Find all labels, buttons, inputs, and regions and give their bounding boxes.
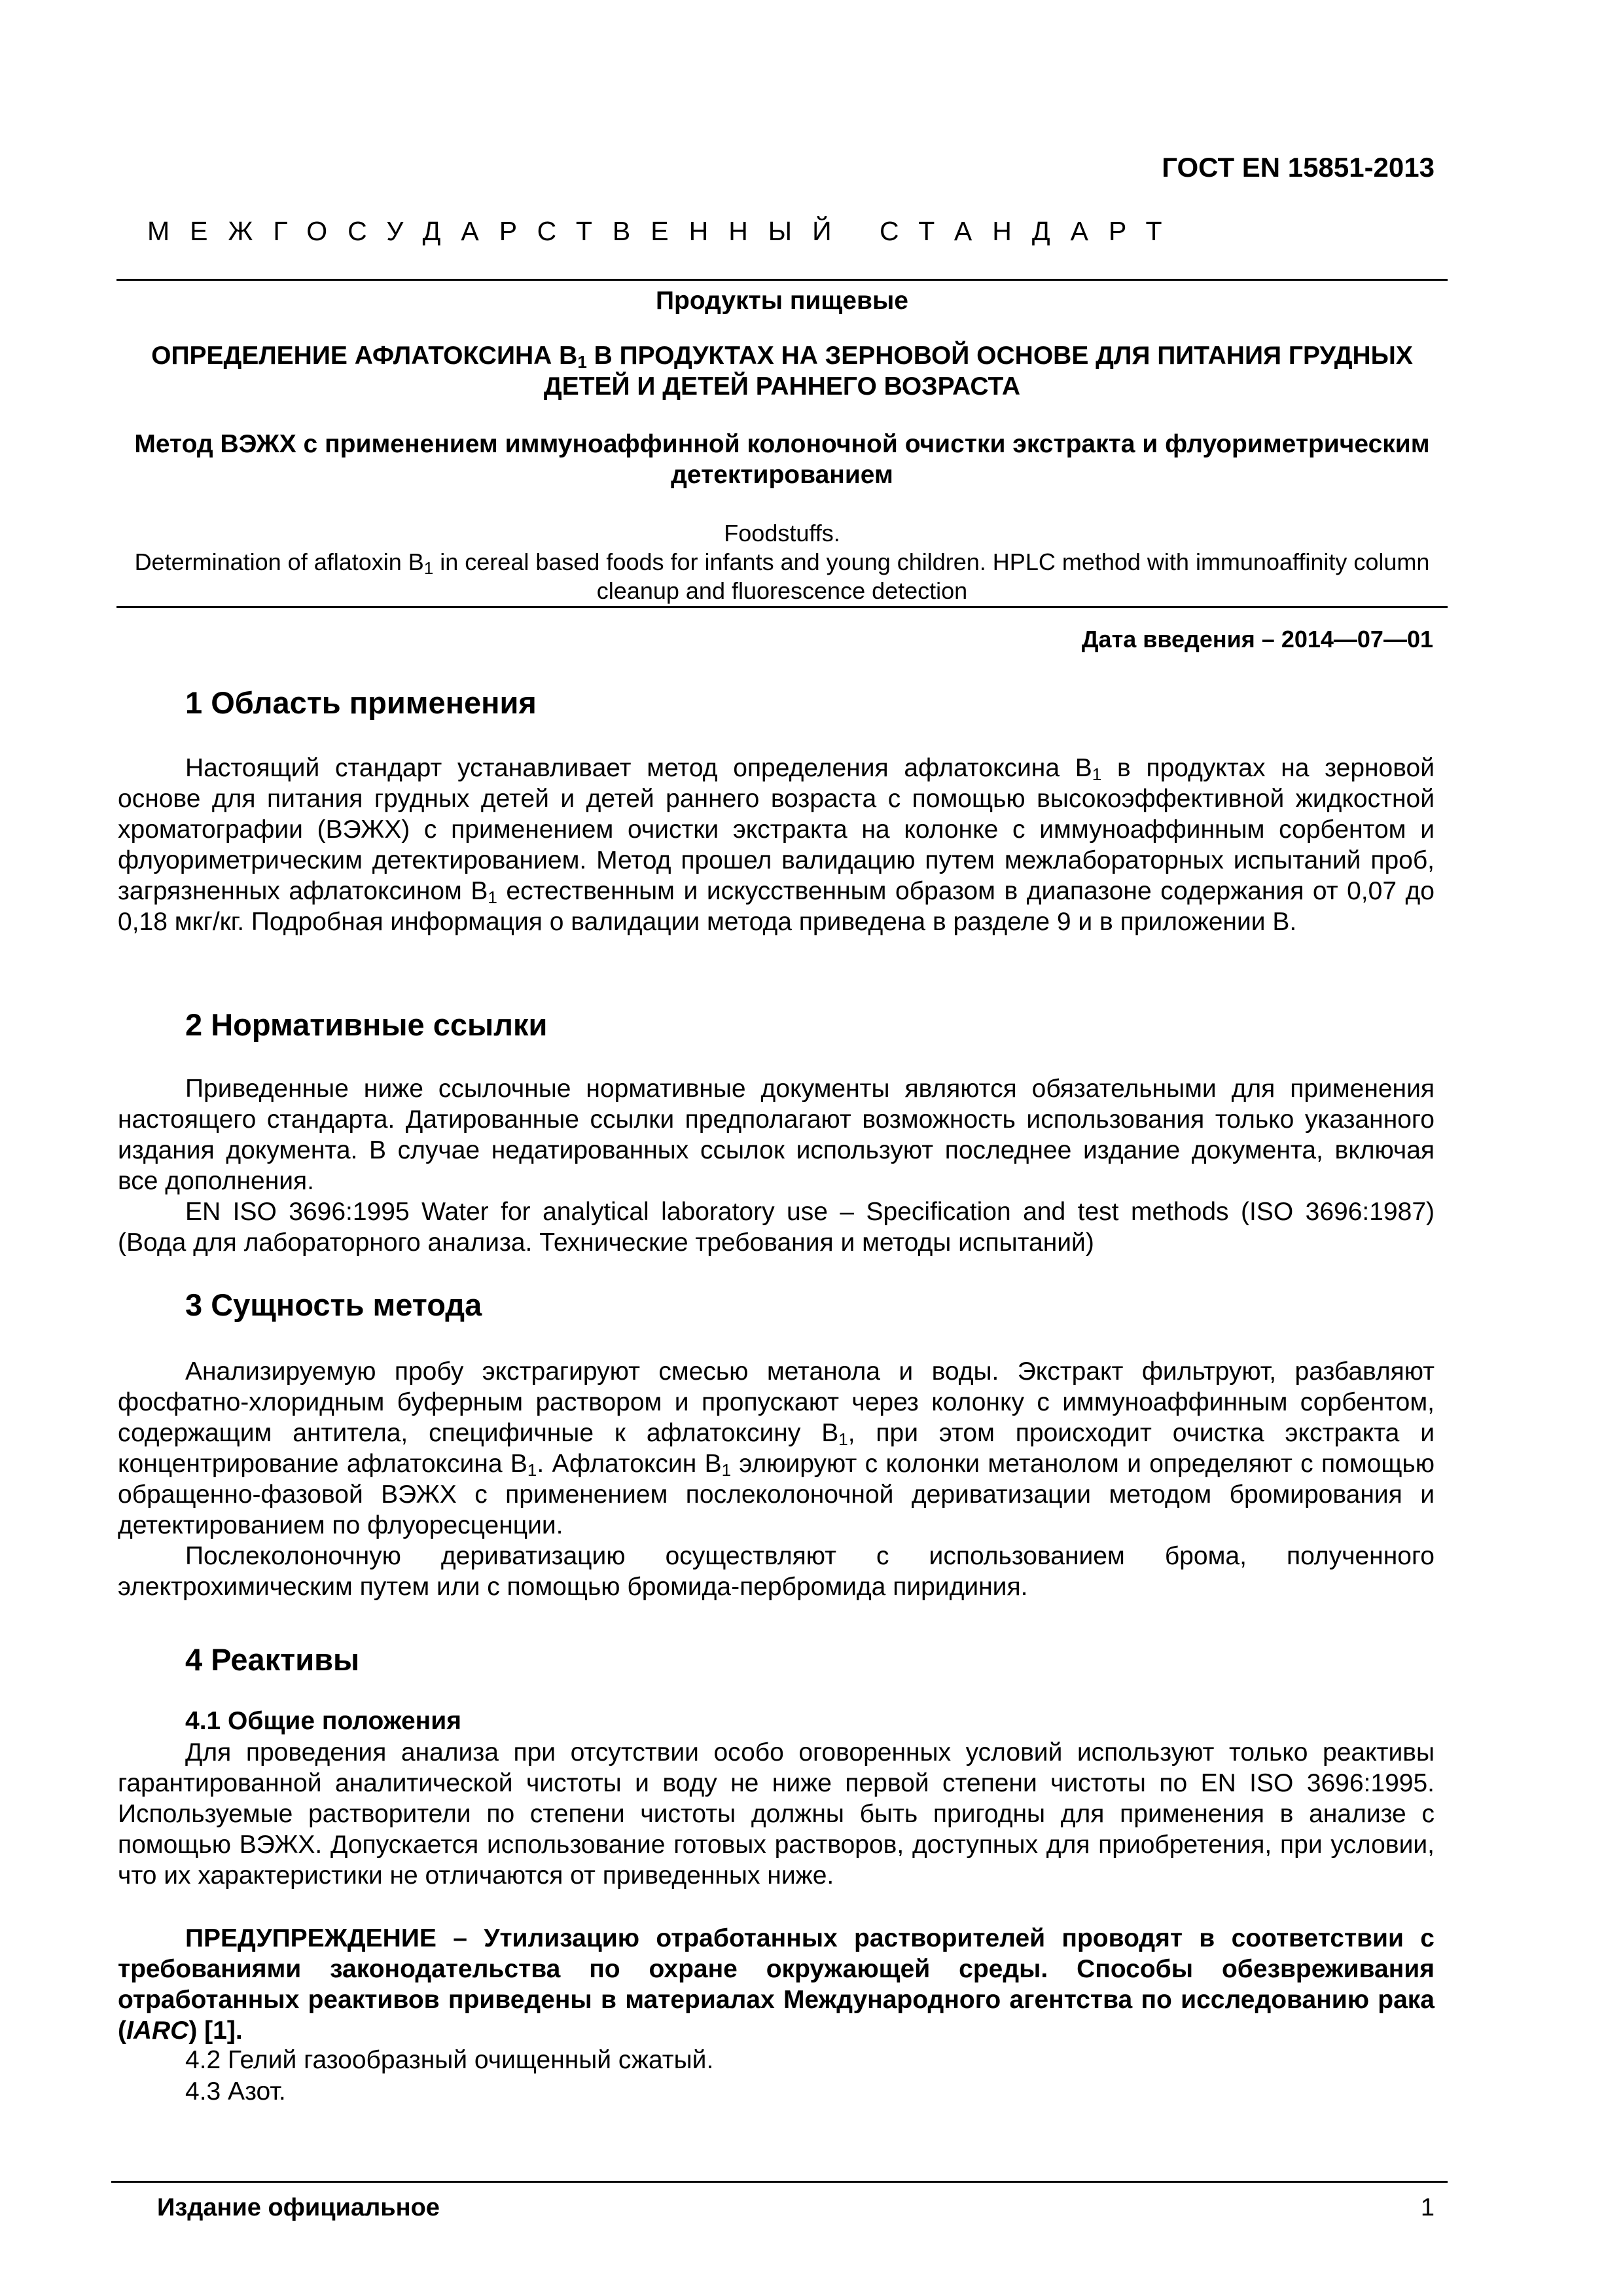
text-run: элюируют с колонки метанолом и определяют с помощью обращенно-фазовой ВЭЖХ с применением послеколоночной дериватизации методом бромирования и детектированием по флуоресценции. xyxy=(118,1450,1435,1539)
section-heading: 1 Область применения xyxy=(185,685,537,720)
subsection-heading: 4.1 Общие положения xyxy=(185,1707,461,1735)
paragraph: Для проведения анализа при отсутствии особо оговоренных условий используют только реактивы гарантированной аналитической чистоты и воду не ниже первой степени чистоты по EN ISO 3696:1995. Используемые растворители по степени чистоты должны быть пригодны для применения в анализе с помощью ВЭЖХ. Допускается использование готовых растворов, доступных для приобретения, при условии, что их характеристики не отличаются от приведенных ниже. xyxy=(118,1738,1435,1890)
standard-type-heading: МЕЖГОСУДАРСТВЕННЫЙ СТАНДАРТ xyxy=(147,216,1183,246)
subscript: 1 xyxy=(577,352,587,372)
text-run: , при этом происходит очистка экстракта и концентрирование афлатоксина B xyxy=(118,1419,1435,1478)
english-title xyxy=(116,519,1448,605)
document-title xyxy=(116,340,1448,402)
text-run: ) [1]. xyxy=(188,2017,243,2045)
gost-number: ГОСТ EN 15851-2013 xyxy=(1162,152,1435,183)
paragraph: Послеколоночную дериватизацию осуществляют с использованием брома, полученного электрохимическим путем или с помощью бромида-пербромида пиридиния. xyxy=(118,1542,1435,1601)
subscript: 1 xyxy=(721,1460,732,1480)
warning-paragraph xyxy=(118,1923,1435,2046)
subscript: 1 xyxy=(423,558,434,578)
text-run: естественным и искусственным образом в диапазоне содержания от 0,07 до 0,18 мкг/кг. Подробная информация о валидации метода приведена в разделе 9 и в приложении В. xyxy=(118,877,1435,936)
title-rule xyxy=(116,606,1448,608)
subscript: 1 xyxy=(527,1460,537,1480)
text-run: . Афлатоксин B xyxy=(537,1450,722,1478)
english-title-part: in cereal based foods for infants and young children. HPLC method with immunoaffinity column cleanup and fluorescence detection xyxy=(433,548,1430,604)
title-part: В ПРОДУКТАХ НА ЗЕРНОВОЙ ОСНОВЕ ДЛЯ ПИТАНИЯ ГРУДНЫХ ДЕТЕЙ И ДЕТЕЙ РАННЕГО ВОЗРАСТА xyxy=(543,342,1413,401)
section-heading: 2 Нормативные ссылки xyxy=(185,1007,548,1042)
footer-rule xyxy=(111,2181,1448,2183)
edition-label: Издание официальное xyxy=(157,2194,440,2221)
subscript: 1 xyxy=(838,1429,848,1449)
paragraph xyxy=(118,1356,1435,1541)
section-heading: 4 Реактивы xyxy=(185,1642,360,1677)
list-item: 4.3 Азот. xyxy=(185,2077,286,2106)
text-run: в продуктах на зерновой основе для питания грудных детей и детей раннего возраста с помощью высокоэффективной жидкостной хроматографии (ВЭЖХ) с применением очистки экстракта на колонке с иммуноаффинным сорбентом и флуориметрическим детектированием. Метод прошел валидацию путем межлабораторных испытаний проб, загрязненных афлатоксином B xyxy=(118,754,1435,905)
section-heading: 3 Сущность метода xyxy=(185,1287,482,1322)
paragraph xyxy=(118,753,1435,937)
list-item: 4.2 Гелий газообразный очищенный сжатый. xyxy=(185,2046,714,2074)
text-run: Анализируемую пробу экстрагируют смесью метанола и воды. Экстракт фильтруют, разбавляют фосфатно-хлоридным буферным раствором и пропускают через колонку с иммуноаффинным сорбентом, содержащим антитела, специфичные к афлатоксину B xyxy=(118,1357,1435,1447)
introduction-date: Дата введения – 2014—07—01 xyxy=(1081,626,1433,653)
text-run: Настоящий стандарт устанавливает метод определения афлатоксина B xyxy=(185,754,1092,782)
document-subtitle: Метод ВЭЖХ с применением иммуноаффинной колоночной очистки экстракта и флуориметрическим детектированием xyxy=(134,430,1430,489)
text-run: ПРЕДУПРЕЖДЕНИЕ – Утилизацию отработанных растворителей проводят в соответствии с требованиями законодательства по охране окружающей среды. Способы обезвреживания отработанных реактивов приведены в материалах Международного агентства по исследованию рака ( xyxy=(118,1924,1435,2045)
english-title-line: Foodstuffs. xyxy=(724,520,840,547)
subscript: 1 xyxy=(488,888,497,907)
iarc-abbreviation: IARC xyxy=(126,2017,189,2045)
page-number: 1 xyxy=(1420,2194,1435,2221)
title-part: ОПРЕДЕЛЕНИЕ АФЛАТОКСИНА B xyxy=(151,342,578,370)
document-category: Продукты пищевые xyxy=(656,287,908,315)
paragraph: EN ISO 3696:1995 Water for analytical laboratory use – Specification and test methods (ISO 3696:1987) (Вода для лабораторного анализа. Технические требования и методы испытаний) xyxy=(118,1198,1435,1257)
subscript: 1 xyxy=(1092,764,1102,784)
top-rule xyxy=(116,279,1448,281)
paragraph: Приведенные ниже ссылочные нормативные документы являются обязательными для применения настоящего стандарта. Датированные ссылки предполагают возможность использования только указанного издания документа. В случае недатированных ссылок используют последнее издание документа, включая все дополнения. xyxy=(118,1075,1435,1195)
english-title-part: Determination of aflatoxin B xyxy=(134,548,424,575)
